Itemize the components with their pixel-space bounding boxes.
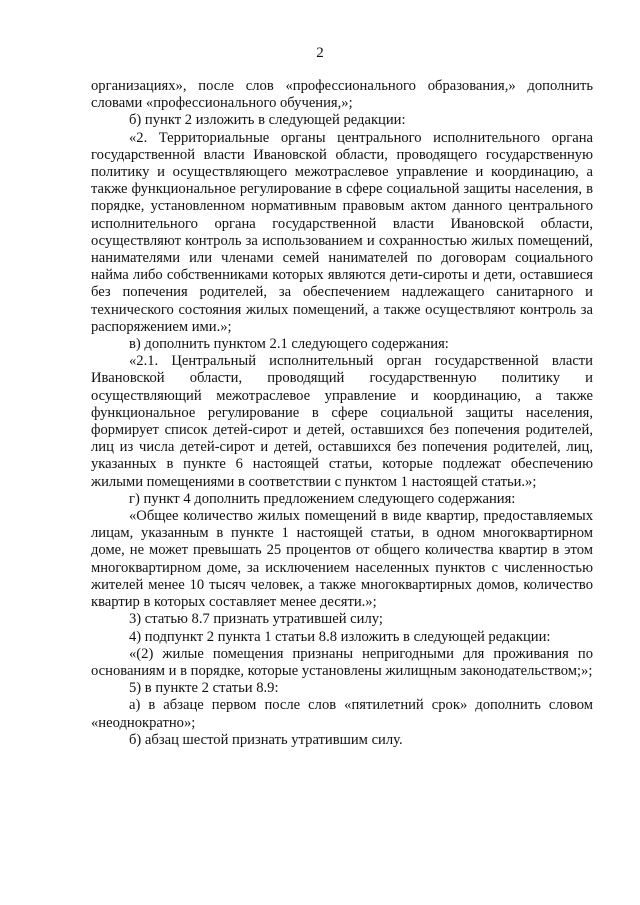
page-number: 2 <box>316 45 324 61</box>
paragraph: «2.1. Центральный исполнительный орган государственной власти Ивановской области, проводящий государственную политику и осуществляющий межотраслевое управление и координацию, а также функциональное регулирование в сфере социальной защиты населения, формирует список детей-сирот и детей, оставшихся без попечения родителей, лиц из числа детей-сирот и детей, оставшихся без попечения родителей, лиц, указанных в пункте 6 настоящей статьи, которые подлежат обеспечению жилыми помещениями в соответствии с пунктом 1 настоящей статьи.»; <box>91 353 593 490</box>
paragraph: в) дополнить пунктом 2.1 следующего содержания: <box>129 336 449 353</box>
document-body <box>91 78 593 749</box>
paragraph: 5) в пункте 2 статьи 8.9: <box>129 680 279 697</box>
paragraph: «2. Территориальные органы центрального исполнительного органа государственной власти Ивановской области, проводящего государственную политику и осуществляющего межотраслевое управление и координацию, а также функциональное регулирование в сфере социальной защиты населения, в порядке, установленном нормативным правовым актом данного центрального исполнительного органа государственной власти Ивановской области, осуществляют контроль за использованием и сохранностью жилых помещений, нанимателями или членами семей нанимателей по договорам социального найма либо собственниками которых являются дети-сироты и дети, оставшиеся без попечения родителей, за обеспечением надлежащего санитарного и технического состояния жилых помещений, а также осуществляют контроль за распоряжением ими.»; <box>91 129 593 335</box>
paragraph: 3) статью 8.7 признать утратившей силу; <box>129 611 383 628</box>
paragraph: 4) подпункт 2 пункта 1 статьи 8.8 изложить в следующей редакции: <box>129 628 551 645</box>
paragraph: «Общее количество жилых помещений в виде квартир, предоставляемых лицам, указанным в пункте 1 настоящей статьи, в одном многоквартирном доме, не может превышать 25 процентов от общего количества квартир в этом многоквартирном доме, за исключением населенных пунктов с численностью жителей менее 10 тысяч человек, а также многоквартирных домов, количество квартир в которых составляет менее десяти.»; <box>91 508 593 611</box>
paragraph: «(2) жилые помещения признаны непригодными для проживания по основаниям и в порядке, которые установлены жилищным законодательством;»; <box>91 645 593 679</box>
paragraph: а) в абзаце первом после слов «пятилетний срок» дополнить словом «неоднократно»; <box>91 697 593 731</box>
paragraph: организациях», после слов «профессионального образования,» дополнить словами «профессионального обучения,»; <box>91 78 593 112</box>
paragraph: б) пункт 2 изложить в следующей редакции: <box>129 112 406 129</box>
paragraph: г) пункт 4 дополнить предложением следующего содержания: <box>129 490 516 507</box>
paragraph: б) абзац шестой признать утратившим силу. <box>129 731 403 748</box>
